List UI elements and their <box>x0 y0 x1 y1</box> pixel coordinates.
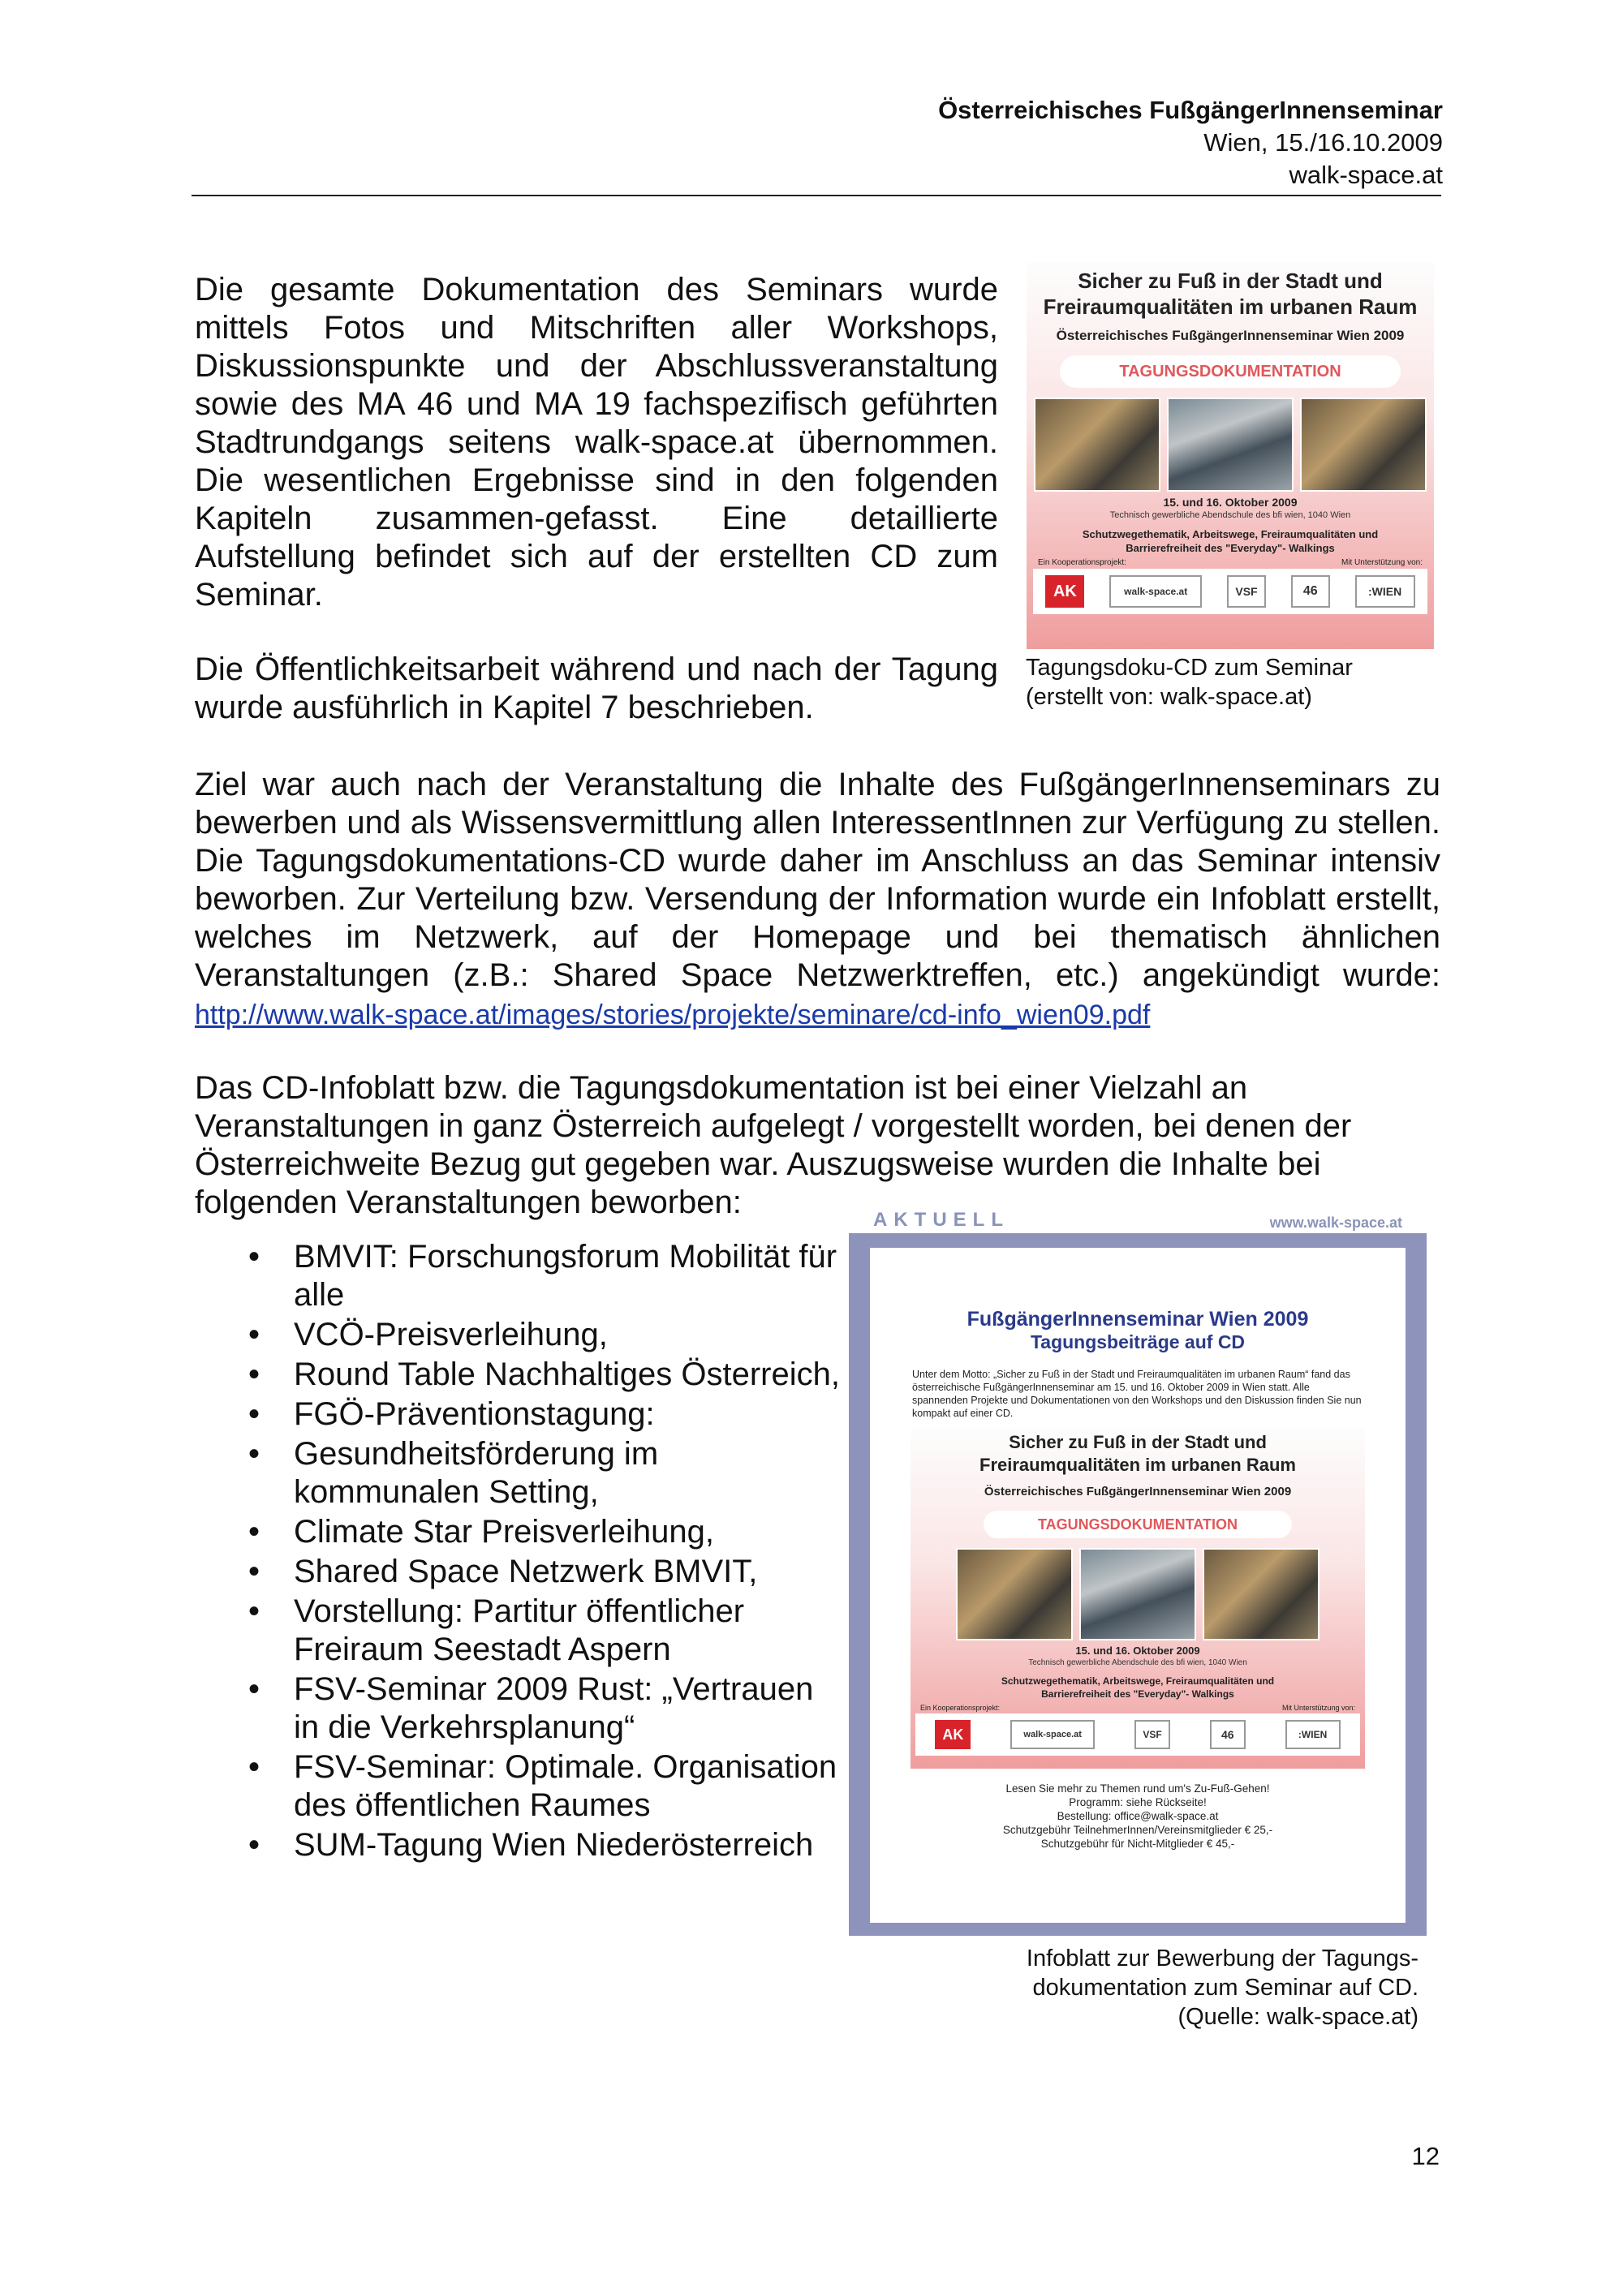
cd-topics-line2: Barrierefreiheit des "Everyday"- Walkings <box>1126 542 1335 554</box>
header-date: Wien, 15./16.10.2009 <box>1203 128 1443 157</box>
cd-photo-row <box>1027 398 1434 492</box>
cd-caption-line1: Tagungsdoku-CD zum Seminar <box>1026 655 1353 681</box>
infoblatt-ma46-logo: 46 <box>1210 1720 1246 1749</box>
list-item: • FGÖ-Präventionstagung: <box>195 1395 844 1434</box>
infoblatt-footer-line2: Programm: siehe Rückseite! <box>1069 1796 1207 1808</box>
cd-caption-line2: (erstellt von: walk-space.at) <box>1026 684 1312 710</box>
infoblatt-cd-topics-line1: Schutzwegethematik, Arbeitswege, Freiraumqualitäten und <box>1001 1675 1275 1687</box>
cd-cover-image <box>1027 261 1434 649</box>
cd-photo-workshop <box>1300 398 1427 492</box>
cd-partner-right: Mit Unterstützung von: <box>1341 558 1423 567</box>
list-item: • VCÖ-Preisverleihung, <box>195 1316 844 1354</box>
infoblatt-walkspace-logo: walk-space.at <box>1010 1720 1095 1749</box>
infoblatt-caption-line1: Infoblatt zur Bewerbung der Tagungs- <box>1026 1946 1419 1971</box>
list-item: • Shared Space Netzwerk BMVIT, <box>195 1553 844 1591</box>
cd-partner-left: Ein Kooperationsprojekt: <box>1038 558 1126 567</box>
list-item: • Gesundheitsförderung im kommunalen Setting, <box>195 1435 844 1511</box>
walkspace-logo: walk-space.at <box>1109 575 1202 608</box>
infoblatt-ak-logo: AK <box>935 1720 971 1749</box>
cd-photo-walk <box>1167 398 1294 492</box>
cd-photo-audience <box>1034 398 1160 492</box>
paragraph-events-intro: Das CD-Infoblatt bzw. die Tagungsdokumentation ist bei einer Vielzahl an Veranstaltungen in ganz Österreich aufgelegt / vorgestellt worden, bei denen der Österreichweite Bezug gut gegeben war. Auszugsweise wurden die Inhalte bei folgenden Veranstaltungen beworben: <box>195 1070 1352 1220</box>
infoblatt-sheet <box>870 1248 1406 1923</box>
infoblatt-banner-right: www.walk-space.at <box>1269 1215 1402 1231</box>
infoblatt-cd-title-line1: Sicher zu Fuß in der Stadt und <box>1009 1432 1267 1452</box>
list-item: • Vorstellung: Partitur öffentlicher Freiraum Seestadt Aspern <box>195 1593 844 1669</box>
cd-date: 15. und 16. Oktober 2009 <box>1163 496 1298 509</box>
header-site: walk-space.at <box>1289 161 1443 189</box>
infoblatt-caption-line3: (Quelle: walk-space.at) <box>1177 2004 1419 2030</box>
ma46-logo: 46 <box>1291 575 1330 608</box>
infoblatt-logo-strip <box>915 1713 1360 1756</box>
paragraph-publicity: Die Öffentlichkeitsarbeit während und nach der Tagung wurde ausführlich in Kapitel 7 beschrieben. <box>195 651 998 725</box>
infoblatt-footer-line1: Lesen Sie mehr zu Themen rund um's Zu-Fuß-Gehen! <box>1005 1782 1270 1795</box>
infoblatt-footer-line3: Bestellung: office@walk-space.at <box>1057 1810 1219 1822</box>
infoblatt-title: FußgängerInnenseminar Wien 2009 <box>966 1308 1309 1331</box>
paragraph-documentation: Die gesamte Dokumentation des Seminars wurde mittels Fotos und Mitschriften aller Workshops, Diskussionspunkte und der Abschlussveranstaltung sowie des MA 46 und MA 19 fachspezifisch geführten Stadtrundgangs seitens walk-space.at übernommen. Die wesentlichen Ergebnisse sind in den folgenden Kapiteln zusammen-gefasst. Eine detaillierte Aufstellung befindet sich auf der erstellten CD zum Seminar. <box>195 272 998 613</box>
cd-venue: Technisch gewerbliche Abendschule des bfi wien, 1040 Wien <box>1109 510 1351 520</box>
ak-logo: AK <box>1045 575 1084 608</box>
cd-badge: TAGUNGSDOKUMENTATION <box>1060 355 1401 388</box>
cd-title-line1: Sicher zu Fuß in der Stadt und <box>1078 269 1383 293</box>
vsf-logo: VSF <box>1227 575 1266 608</box>
infoblatt-photo-workshop <box>1203 1548 1319 1640</box>
cd-topics-line1: Schutzwegethematik, Arbeitswege, Freiraumqualitäten und <box>1082 528 1379 540</box>
infoblatt-partner-left: Ein Kooperationsprojekt: <box>920 1704 1001 1712</box>
list-item: • Climate Star Preisverleihung, <box>195 1513 844 1551</box>
infoblatt-cd-cover <box>911 1428 1365 1769</box>
header-title: Österreichisches FußgängerInnenseminar <box>938 96 1443 124</box>
infoblatt-frame <box>849 1233 1427 1936</box>
infoblatt-intro: Unter dem Motto: „Sicher zu Fuß in der Stadt und Freiraumqualitäten im urbanen Raum“ fand das österreichische FußgängerInnenseminar am 15. und 16. Oktober 2009 in Wien statt. Alle spannenden Projekte und Dokumentationen von den Workshops und den Diskussion finden Sie nun kompakt auf einer CD. <box>912 1369 1362 1419</box>
header-rule <box>192 195 1441 196</box>
list-item: • BMVIT: Forschungsforum Mobilität für alle <box>195 1238 844 1314</box>
cd-subtitle: Österreichisches FußgängerInnenseminar Wien 2009 <box>1056 328 1405 343</box>
infoblatt-cd-subtitle: Österreichisches FußgängerInnenseminar Wien 2009 <box>984 1485 1292 1498</box>
infoblatt-cd-date: 15. und 16. Oktober 2009 <box>1075 1645 1200 1657</box>
list-item: • Round Table Nachhaltiges Österreich, <box>195 1356 844 1394</box>
infoblatt-footer-line5: Schutzgebühr für Nicht-Mitglieder € 45,- <box>1040 1838 1235 1850</box>
cd-logo-strip <box>1033 569 1427 614</box>
infoblatt-subtitle: Tagungsbeiträge auf CD <box>1030 1331 1246 1352</box>
infoblatt-caption-line2: dokumentation zum Seminar auf CD. <box>1032 1975 1419 2001</box>
cd-info-link[interactable]: http://www.walk-space.at/images/stories/projekte/seminare/cd-info_wien09.pdf <box>195 1000 1151 1030</box>
list-item: • FSV-Seminar: Optimale. Organisation des öffentlichen Raumes <box>195 1748 844 1825</box>
infoblatt-image <box>849 1209 1427 1936</box>
infoblatt-photo-row <box>911 1548 1365 1640</box>
infoblatt-banner-left: AKTUELL <box>873 1209 1010 1231</box>
list-item: • FSV-Seminar 2009 Rust: „Vertrauen in die Verkehrsplanung“ <box>195 1670 844 1747</box>
infoblatt-cd-topics-line2: Barrierefreiheit des "Everyday"- Walkings <box>1041 1688 1234 1700</box>
event-list <box>195 1238 844 1866</box>
infoblatt-wien-logo: :WIEN <box>1285 1720 1341 1749</box>
cd-title-line2: Freiraumqualitäten im urbanen Raum <box>1043 295 1418 319</box>
infoblatt-photo-walk <box>1079 1548 1196 1640</box>
paragraph-goal-text: Ziel war auch nach der Veranstaltung die Inhalte des FußgängerInnenseminars zu bewerben und als Wissensvermittlung allen InteressentInnen zur Verfügung zu stellen. Die Tagungsdokumentations-CD wurde daher im Anschluss an das Seminar intensiv beworben. Zur Verteilung bzw. Versendung der Information wurde ein Infoblatt erstellt, welches im Netzwerk, auf der Homepage und bei thematisch ähnlichen Veranstaltungen (z.B.: Shared Space Netzwerktreffen, etc.) angekündigt wurde: <box>195 767 1440 993</box>
paragraph-goal <box>195 766 1440 1034</box>
infoblatt-vsf-logo: VSF <box>1134 1720 1170 1749</box>
page-number: 12 <box>1411 2142 1440 2170</box>
infoblatt-cd-badge: TAGUNGSDOKUMENTATION <box>984 1511 1292 1538</box>
infoblatt-cd-title-line2: Freiraumqualitäten im urbanen Raum <box>979 1455 1296 1475</box>
list-item: • SUM-Tagung Wien Niederösterreich <box>195 1826 844 1864</box>
infoblatt-partner-right: Mit Unterstützung von: <box>1281 1704 1355 1712</box>
infoblatt-footer-line4: Schutzgebühr TeilnehmerInnen/Vereinsmitglieder € 25,- <box>1002 1824 1273 1836</box>
infoblatt-cd-venue: Technisch gewerbliche Abendschule des bfi wien, 1040 Wien <box>1028 1658 1247 1667</box>
wien-logo: :WIEN <box>1355 575 1415 608</box>
infoblatt-photo-audience <box>956 1548 1073 1640</box>
